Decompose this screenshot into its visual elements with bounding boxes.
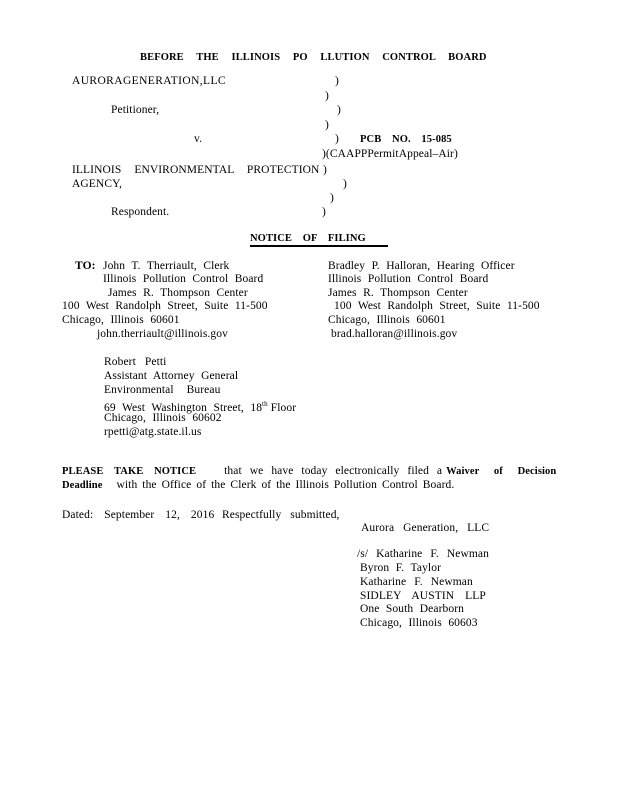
notice-line2-text: with the Office of the Clerk of the Illinois Pollution Control Board.	[116, 478, 455, 491]
attorney-street-text: 69 West Washington Street, 18	[104, 401, 263, 414]
recipient-right-line: 100 West Randolph Street, Suite 11-500	[334, 300, 540, 312]
signature-line: Byron F. Taylor	[360, 562, 441, 574]
caption-paren-7: )	[323, 164, 327, 176]
notice-body-line1	[62, 465, 556, 478]
caption-paren-5: )	[335, 133, 339, 145]
recipient-left-line: Illinois Pollution Control Board	[103, 273, 264, 285]
versus-label: v.	[194, 133, 203, 145]
attorney-city: Chicago, Illinois 60602	[104, 412, 222, 424]
notice-line1-text: that we have today electronically filed a	[224, 465, 443, 477]
caption-paren-4: )	[325, 118, 329, 131]
recipient-right-line: Illinois Pollution Control Board	[328, 273, 489, 285]
recipient-right-email: brad.halloran@illinois.gov	[331, 327, 458, 340]
respondent-label: Respondent.	[111, 206, 170, 218]
caption-paren-2: )	[325, 89, 329, 102]
recipient-left-line: 100 West Randolph Street, Suite 11-500	[62, 300, 268, 312]
recipient-left-line: James R. Thompson Center	[108, 286, 248, 299]
notice-line2-bold: Deadline	[62, 479, 103, 491]
signatory-company: Aurora Generation, LLC	[361, 522, 490, 534]
attorney-title: Assistant Attorney General	[104, 370, 239, 382]
respondent-name-line1: ILLINOIS ENVIRONMENTAL PROTECTION	[72, 164, 320, 176]
attorney-bureau: Environmental Bureau	[104, 384, 221, 396]
recipient-left-line: John T. Therriault, Clerk	[103, 259, 230, 272]
caption-paren-9: )	[330, 192, 334, 204]
attorney-street-floor: Floor	[270, 401, 297, 414]
caption-paren-1: )	[335, 75, 339, 87]
recipient-right-line: Chicago, Illinois 60601	[328, 313, 446, 326]
signature-s-line: /s/ Katharine F. Newman	[357, 548, 489, 560]
signature-firm: SIDLEY AUSTIN LLP	[360, 589, 486, 602]
notice-lead: PLEASE TAKE NOTICE	[62, 466, 197, 477]
signature-city: Chicago, Illinois 60603	[360, 616, 478, 629]
caption-paren-8: )	[343, 178, 347, 190]
recipient-right-line: James R. Thompson Center	[328, 286, 468, 299]
attorney-street-ordinal: th	[262, 400, 268, 408]
signature-address: One South Dearborn	[360, 603, 464, 615]
signature-line: Katharine F. Newman	[360, 575, 473, 588]
caption-paren-3: )	[337, 104, 341, 116]
to-label: TO:	[75, 259, 96, 272]
notice-line1-bold: Waiver of Decision	[446, 466, 557, 477]
case-number: PCB NO. 15-085	[360, 134, 452, 145]
caption-paren-10: )	[322, 206, 326, 218]
petitioner-name: AURORAGENERATION,LLC	[72, 75, 226, 87]
case-type: )(CAAPPPermitAppeal–Air)	[322, 147, 458, 160]
respondent-name-line2: AGENCY,	[72, 178, 123, 190]
recipient-left-line: Chicago, Illinois 60601	[62, 313, 180, 326]
attorney-name: Robert Petti	[104, 356, 167, 368]
respectfully-submitted: Respectfully submitted,	[222, 509, 340, 521]
notice-body-line2	[62, 479, 454, 492]
notice-heading: NOTICE OF FILING	[250, 233, 388, 247]
petitioner-label: Petitioner,	[111, 104, 160, 116]
dated-line: Dated: September 12, 2016	[62, 509, 215, 521]
recipient-left-email: john.therriault@illinois.gov	[97, 327, 228, 340]
court-title: BEFORE THE ILLINOIS PO LLUTION CONTROL BOARD	[140, 52, 487, 63]
notice-heading-wrap	[250, 232, 388, 245]
recipient-right-line: Bradley P. Halloran, Hearing Officer	[328, 259, 515, 272]
attorney-email: rpetti@atg.state.il.us	[104, 426, 202, 438]
